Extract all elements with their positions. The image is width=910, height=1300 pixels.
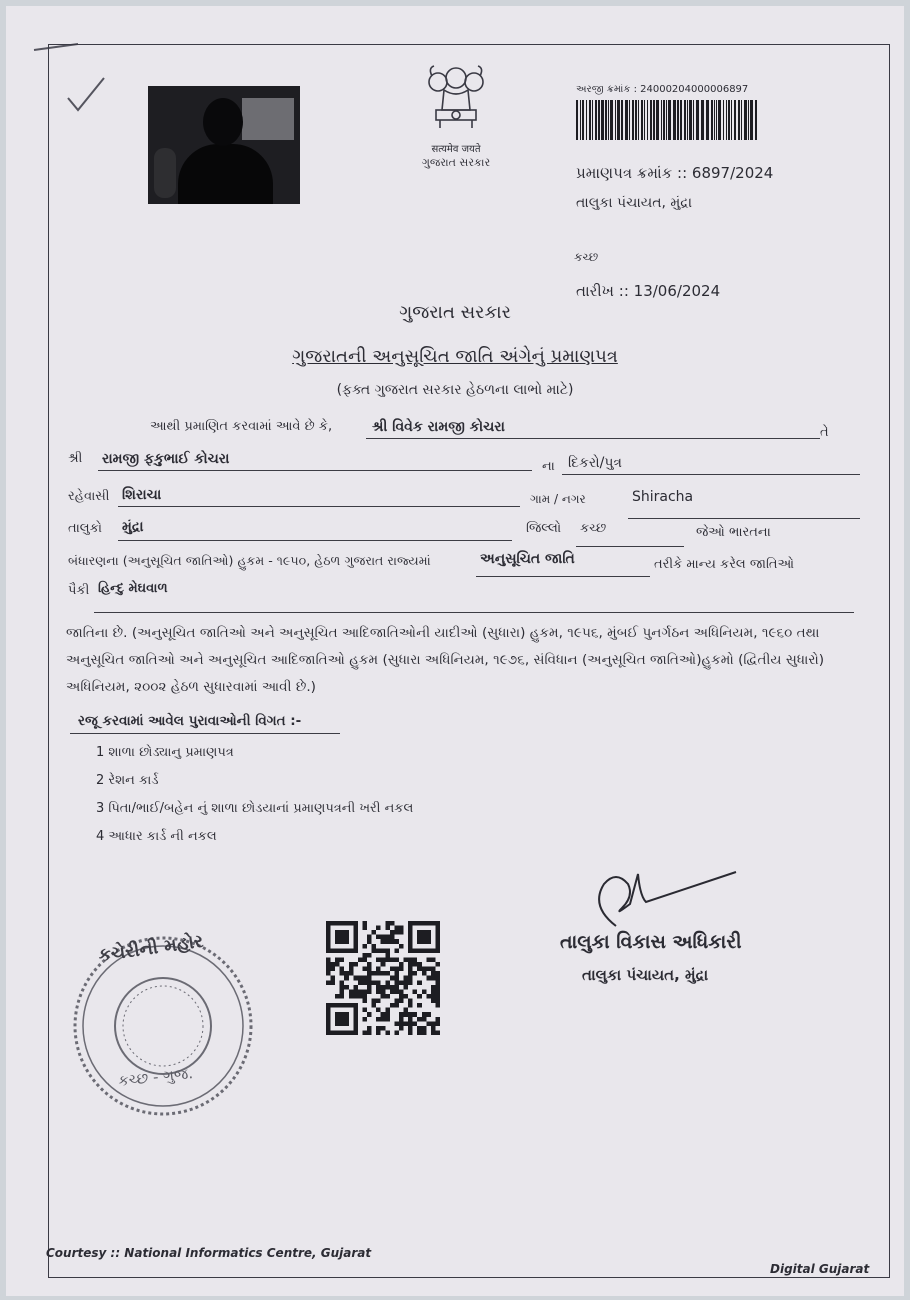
certificate-title: ગુજરાતની અનુસૂચિત જાતિ અંગેનું પ્રમાણપત્ર xyxy=(292,346,618,367)
paragraph-line-3: અધિનિયમ, ૨૦૦૨ હેઠળ સુધારવામાં આવી છે.) xyxy=(66,679,316,695)
issue-date-label: તારીખ :: xyxy=(576,282,629,300)
certificate-purpose: (ફક્ત ગુજરાત સરકાર હેઠળના લાભો માટે) xyxy=(336,382,574,398)
village-label: ગામ / નગર xyxy=(530,492,586,506)
seal-title: કચેરીની મહોર xyxy=(96,930,205,967)
application-number-value: 24000204000006897 xyxy=(640,84,749,95)
document-item xyxy=(96,744,234,762)
emblem-org: ગુજરાત સરકાર xyxy=(421,156,491,169)
application-number: અરજી ક્રમાંક : 24000204000006897 xyxy=(576,84,749,95)
qr-code xyxy=(326,921,440,1035)
national-emblem-icon xyxy=(414,62,498,144)
shri-label: શ્રી xyxy=(68,451,83,466)
certificate-number xyxy=(576,164,773,182)
document-text: આધાર કાર્ડ ની નકલ xyxy=(108,829,217,844)
document-text: શાળા છોડ્યાનુ પ્રમાણપત્ર xyxy=(108,745,234,760)
document-item xyxy=(96,772,158,790)
signatory-office: તાલુકા પંચાયત, મુંદ્રા xyxy=(582,966,709,984)
constitution-text: બંધારણના (અનુસૂચિત જાતિઓ) હુકમ - ૧૯૫૦, હેઠળ ગુજરાત રાજ્યમાં xyxy=(68,553,431,568)
government-title: ગુજરાત સરકાર xyxy=(399,302,511,323)
te-label: તે xyxy=(820,425,829,440)
certificate-sheet xyxy=(6,6,904,1296)
paragraph-line-1: જાતિના છે. (અનુસૂચિત જાતિઓ અને અનુસૂચિત આદિજાતિઓની યાદીઓ (સુધારા) હુકમ, ૧૯૫૬, મુંબઈ પુનર્ગઠન અધિનિયમ, ૧૯૬૦ તથા xyxy=(66,625,820,641)
who-india: જેઓ ભારતના xyxy=(696,525,771,540)
document-item xyxy=(96,828,217,846)
signatory-designation: તાલુકા વિકાસ અધિકારી xyxy=(560,931,742,953)
district-value: કચ્છ xyxy=(580,521,607,536)
issue-date xyxy=(576,282,720,300)
father-name: રામજી ફકુભાઈ કોચરા xyxy=(102,451,230,467)
certify-prefix: આથી પ્રમાણિત કરવામાં આવે છે કે, xyxy=(150,419,333,434)
barcode xyxy=(576,100,758,140)
applicant-name: શ્રી વિવેક રામજી કોચરા xyxy=(372,419,505,435)
applicant-photo xyxy=(148,86,300,204)
relation: દિકરો/પુત્ર xyxy=(568,455,623,471)
category: અનુસૂચિત જાતિ xyxy=(480,551,575,567)
issue-date-value: 13/06/2024 xyxy=(633,282,721,300)
district-label: જિલ્લો xyxy=(526,521,562,536)
certificate-number-label: પ્રમાણપત્ર ક્રમાંક :: xyxy=(576,164,688,182)
among-label: પૈકી xyxy=(68,583,90,598)
taluka-value: મુંદ્રા xyxy=(122,519,144,535)
resident-place: શિરાચા xyxy=(122,487,162,503)
resident-label: રહેવાસી xyxy=(68,489,110,504)
signature-mark xyxy=(576,866,746,936)
document-text: રેશન કાર્ડ xyxy=(108,773,159,788)
document-text: પિતા/ભાઈ/બહેન નું શાળા છોડયાનાં પ્રમાણપત્રની ખરી નકલ xyxy=(108,801,414,816)
issuer-district: કચ્છ xyxy=(574,250,599,264)
emblem-motto: सत्यमेव जयते xyxy=(431,144,481,155)
certificate-number-value: 6897/2024 xyxy=(691,164,774,182)
documents-heading: રજૂ કરવામાં આવેલ પુરાવાઓની વિગત :- xyxy=(78,713,302,729)
paragraph-line-2: અનુસૂચિત જાતિઓ અને અનુસૂચિત આદિજાતિઓ હુકમ (સુધારા અધિનિયમ, ૧૯૭૬, સંવિધાન (અનુસૂચિત જાતિઓ)હુકમો (દ્વિતીય સુધારો) xyxy=(66,652,825,668)
recognized-text: તરીકે માન્ય કરેલ જાતિઓ xyxy=(654,557,795,572)
footer-courtesy: Courtesy :: National Informatics Centre, Gujarat xyxy=(46,1246,372,1260)
footer-brand: Digital Gujarat xyxy=(770,1262,870,1276)
taluka-label: તાલુકો xyxy=(68,521,103,536)
document-number: 1 xyxy=(96,745,105,760)
document-number: 3 xyxy=(96,801,105,816)
caste: હિન્દુ મેઘવાળ xyxy=(98,581,168,596)
document-number: 2 xyxy=(96,773,105,788)
document-number: 4 xyxy=(96,829,105,844)
issuer-office: તાલુકા પંચાયત, મુંદ્રા xyxy=(576,195,693,211)
office-seal xyxy=(68,931,258,1121)
application-number-label: અરજી ક્રમાંક xyxy=(576,84,631,95)
na-label: ના xyxy=(542,459,555,474)
document-item xyxy=(96,800,413,818)
village-value: Shiracha xyxy=(632,489,694,505)
seal-bottom-text: કચ્છ - ગુજ. xyxy=(117,1064,194,1090)
